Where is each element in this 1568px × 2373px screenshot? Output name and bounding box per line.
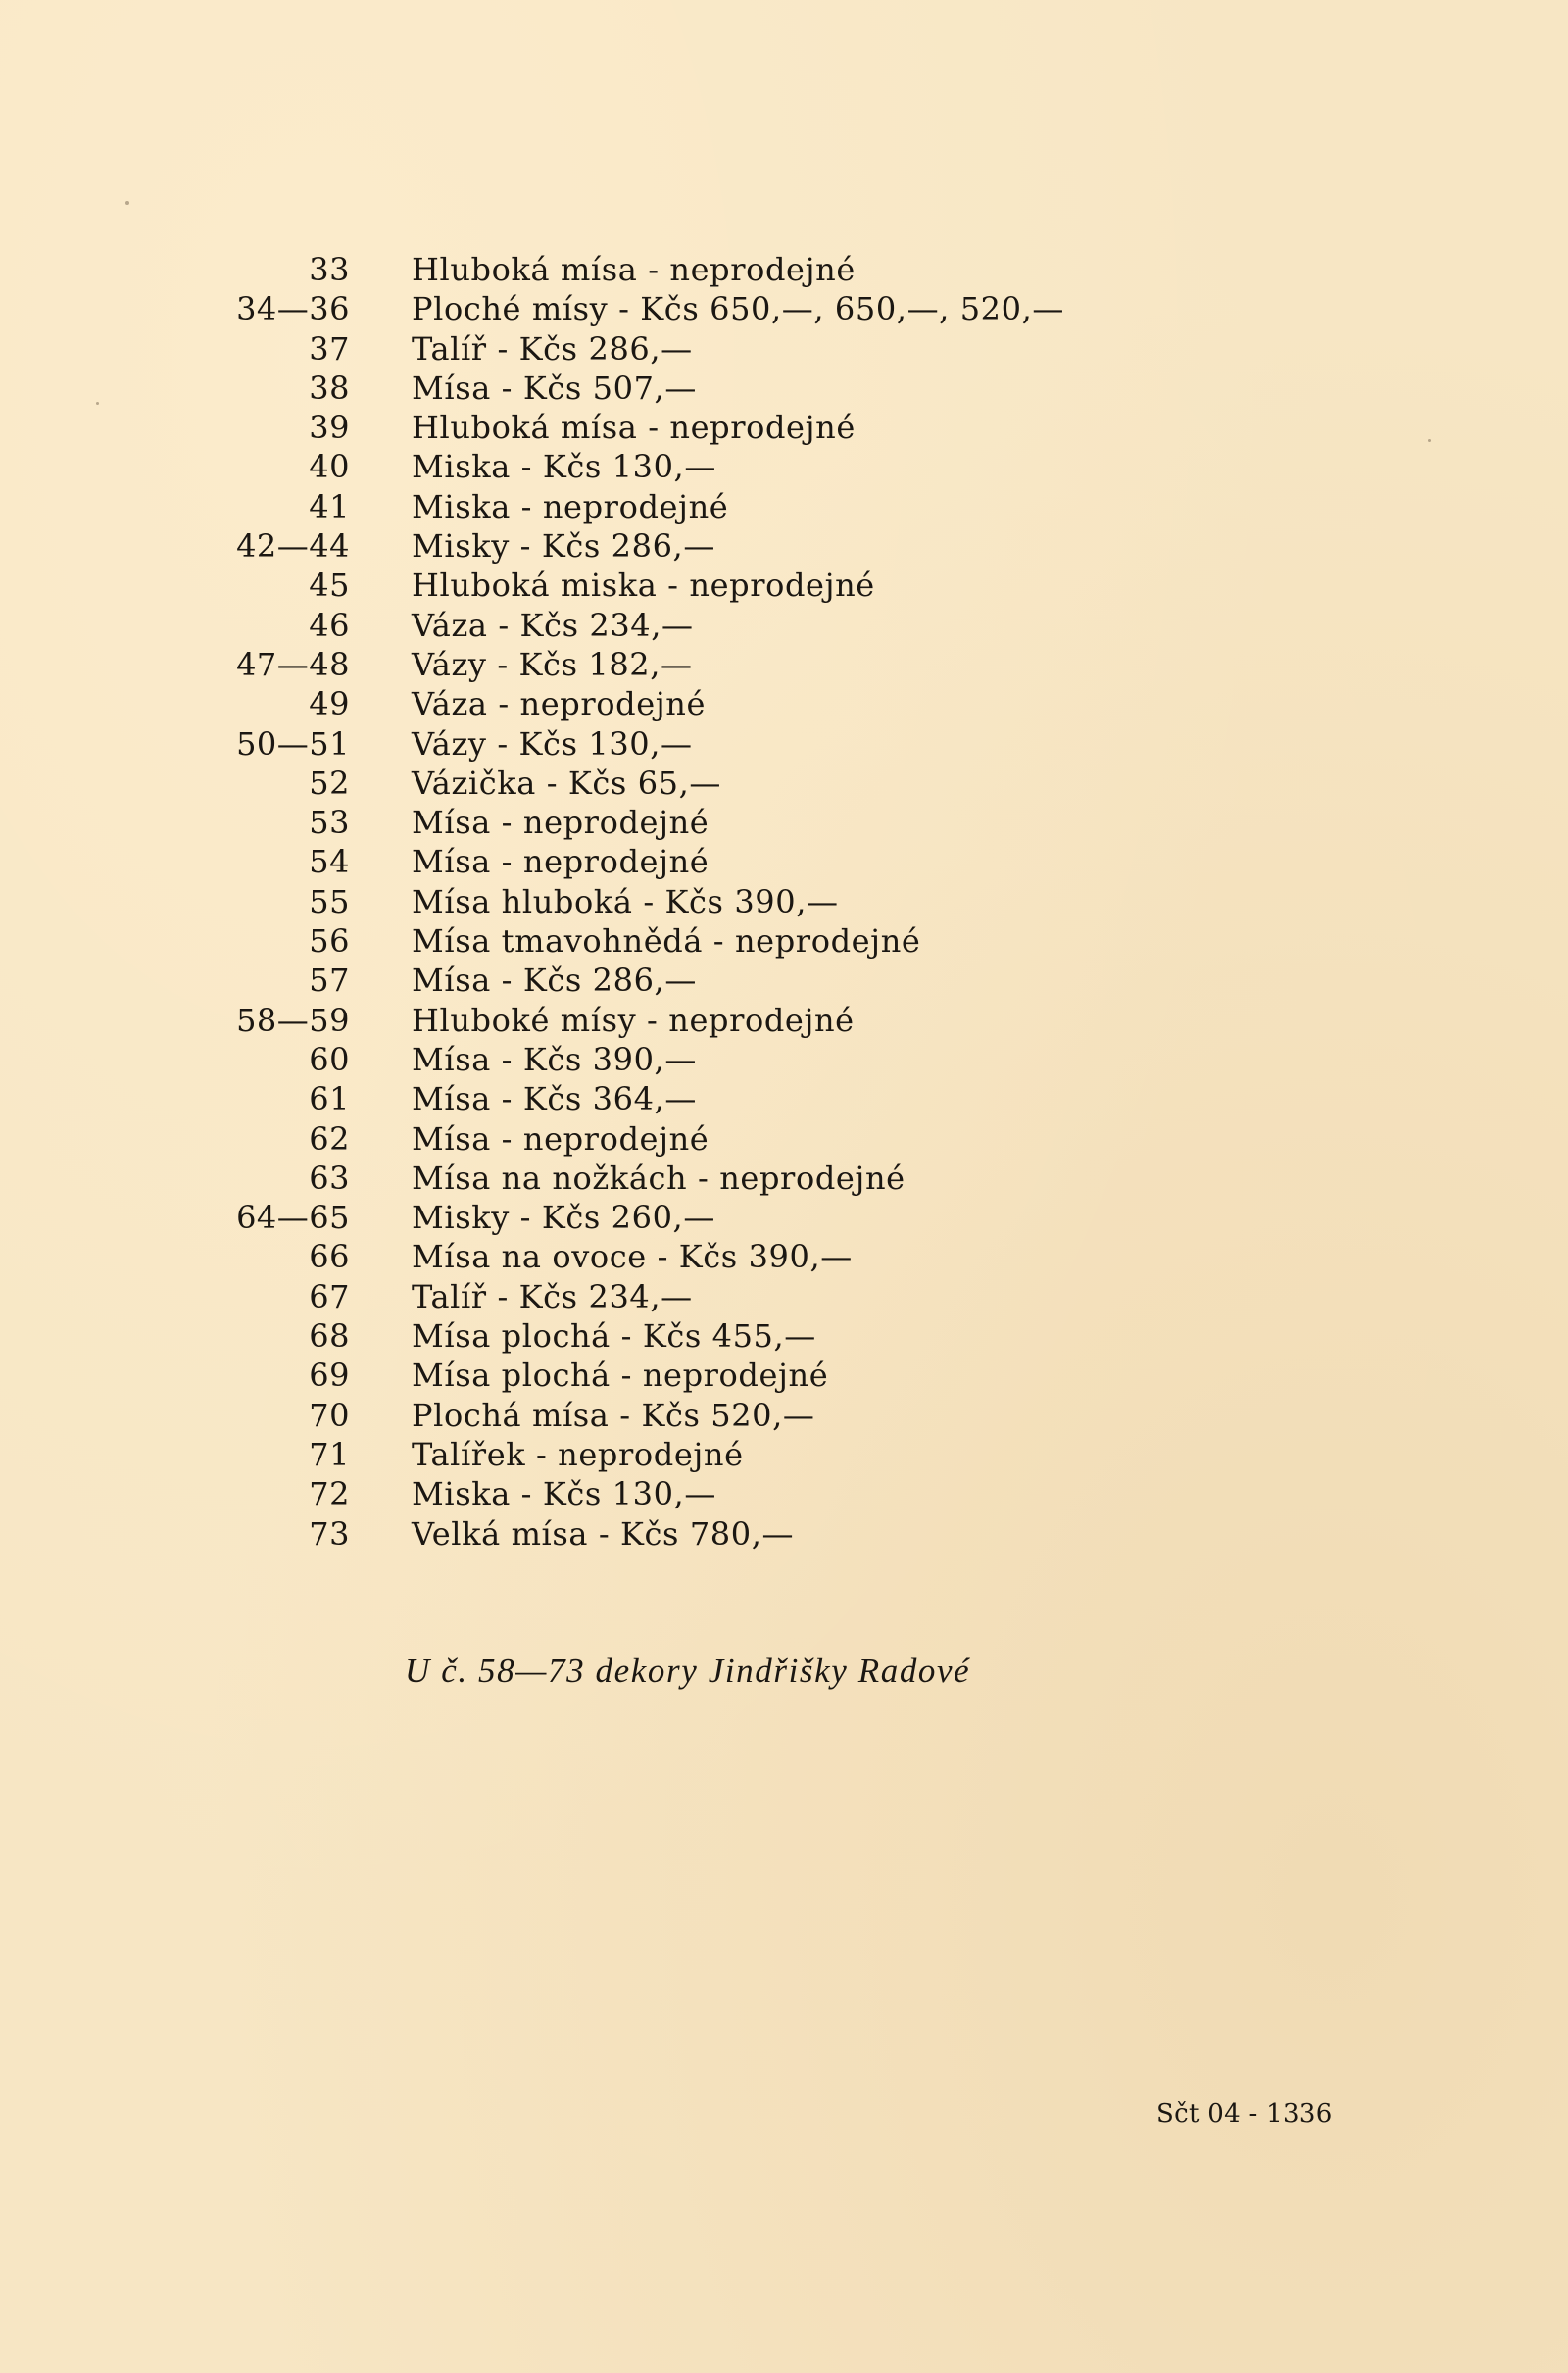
list-item	[0, 764, 1568, 803]
entry-text: Vázy - Kčs 182,—	[412, 645, 693, 683]
list-item	[0, 803, 1568, 842]
entry-text: Vázy - Kčs 130,—	[412, 724, 693, 763]
list-item	[0, 684, 1568, 723]
list-item	[0, 1277, 1568, 1316]
entry-text: Vázička - Kčs 65,—	[412, 764, 722, 802]
entry-text: Mísa - Kčs 507,—	[412, 369, 697, 407]
paper-speck	[125, 201, 129, 205]
list-item	[0, 289, 1568, 328]
list-item	[0, 1001, 1568, 1040]
entry-number: 40	[309, 448, 350, 486]
entry-number: 47—48	[236, 645, 350, 683]
list-item	[0, 645, 1568, 684]
entry-number: 56	[309, 922, 350, 961]
list-item	[0, 566, 1568, 605]
entry-number: 71	[309, 1435, 350, 1473]
entry-number: 54	[309, 843, 350, 881]
entry-number: 57	[309, 962, 350, 1000]
entry-number: 69	[309, 1357, 350, 1395]
list-item	[0, 961, 1568, 1000]
entry-number: 67	[309, 1277, 350, 1315]
entry-number: 49	[309, 685, 350, 723]
catalog-list	[0, 250, 1568, 1554]
entry-text: Mísa na ovoce - Kčs 390,—	[412, 1238, 853, 1276]
list-item	[0, 487, 1568, 526]
paper-speck	[1428, 439, 1431, 442]
entry-text: Mísa plochá - neprodejné	[412, 1357, 829, 1395]
entry-text: Miska - Kčs 130,—	[412, 448, 716, 486]
list-item	[0, 1159, 1568, 1198]
entry-number: 39	[309, 409, 350, 447]
list-item	[0, 882, 1568, 921]
list-item	[0, 1356, 1568, 1395]
entry-number: 33	[309, 251, 350, 288]
entry-number: 38	[309, 369, 350, 407]
entry-text: Ploché mísy - Kčs 650,—, 650,—, 520,—	[412, 290, 1064, 328]
entry-number: 42—44	[236, 527, 350, 566]
list-item	[0, 1435, 1568, 1474]
entry-number: 45	[309, 567, 350, 605]
entry-text: Mísa plochá - Kčs 455,—	[412, 1317, 816, 1356]
list-item	[0, 1514, 1568, 1554]
entry-number: 63	[309, 1159, 350, 1197]
entry-text: Mísa tmavohnědá - neprodejné	[412, 922, 921, 961]
list-item	[0, 329, 1568, 369]
list-item	[0, 1040, 1568, 1079]
print-code: Sčt 04 - 1336	[1156, 2100, 1333, 2129]
entry-text: Hluboká mísa - neprodejné	[412, 251, 856, 288]
entry-text: Mísa - neprodejné	[412, 804, 710, 842]
entry-text: Mísa - Kčs 390,—	[412, 1040, 697, 1078]
entry-text: Miska - Kčs 130,—	[412, 1475, 716, 1513]
entry-number: 60	[309, 1040, 350, 1078]
list-item	[0, 1237, 1568, 1276]
entry-text: Misky - Kčs 286,—	[412, 527, 715, 566]
entry-text: Váza - neprodejné	[412, 685, 707, 723]
list-item	[0, 369, 1568, 408]
paper-speck	[96, 402, 99, 405]
list-item	[0, 724, 1568, 764]
entry-number: 72	[309, 1475, 350, 1513]
list-item	[0, 1079, 1568, 1118]
entry-text: Hluboké mísy - neprodejné	[412, 1001, 855, 1039]
list-item	[0, 447, 1568, 486]
entry-text: Talířek - neprodejné	[412, 1435, 744, 1473]
list-item	[0, 526, 1568, 566]
entry-number: 50—51	[236, 724, 350, 763]
entry-text: Misky - Kčs 260,—	[412, 1199, 715, 1237]
entry-text: Hluboká miska - neprodejné	[412, 567, 875, 605]
entry-text: Mísa na nožkách - neprodejné	[412, 1159, 906, 1197]
entry-number: 53	[309, 804, 350, 842]
entry-number: 73	[309, 1514, 350, 1553]
entry-text: Hluboká mísa - neprodejné	[412, 409, 856, 447]
entry-number: 55	[309, 882, 350, 920]
entry-number: 68	[309, 1317, 350, 1356]
entry-text: Váza - Kčs 234,—	[412, 606, 694, 644]
list-item	[0, 1119, 1568, 1159]
list-item	[0, 1316, 1568, 1356]
entry-text: Plochá mísa - Kčs 520,—	[412, 1396, 815, 1434]
entry-text: Talíř - Kčs 234,—	[412, 1277, 693, 1315]
list-item	[0, 1198, 1568, 1237]
entry-number: 64—65	[236, 1199, 350, 1237]
entry-number: 70	[309, 1396, 350, 1434]
entry-number: 37	[309, 329, 350, 368]
entry-text: Mísa hluboká - Kčs 390,—	[412, 882, 839, 920]
list-item	[0, 921, 1568, 961]
entry-number: 34—36	[236, 290, 350, 328]
entry-number: 41	[309, 487, 350, 525]
entry-number: 52	[309, 764, 350, 802]
list-item	[0, 606, 1568, 645]
entry-text: Mísa - Kčs 286,—	[412, 962, 697, 1000]
list-item	[0, 250, 1568, 289]
decor-credit-note: U č. 58—73 dekory Jindřišky Radové	[405, 1652, 971, 1690]
entry-number: 61	[309, 1080, 350, 1118]
entry-text: Mísa - Kčs 364,—	[412, 1080, 697, 1118]
list-item	[0, 1396, 1568, 1435]
entry-text: Mísa - neprodejné	[412, 1119, 710, 1158]
entry-number: 66	[309, 1238, 350, 1276]
list-item	[0, 842, 1568, 881]
entry-text: Mísa - neprodejné	[412, 843, 710, 881]
entry-text: Miska - neprodejné	[412, 487, 729, 525]
entry-text: Talíř - Kčs 286,—	[412, 329, 693, 368]
list-item	[0, 1474, 1568, 1513]
entry-number: 46	[309, 606, 350, 644]
entry-number: 62	[309, 1119, 350, 1158]
list-item	[0, 408, 1568, 447]
entry-text: Velká mísa - Kčs 780,—	[412, 1514, 795, 1553]
entry-number: 58—59	[236, 1001, 350, 1039]
